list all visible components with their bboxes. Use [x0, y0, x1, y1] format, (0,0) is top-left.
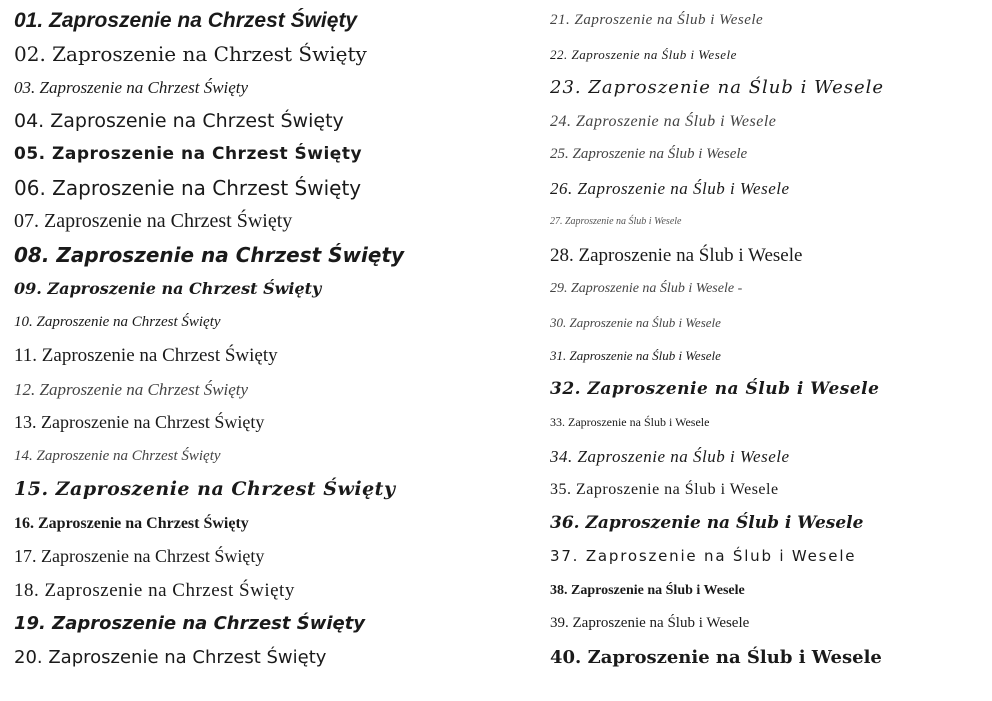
font-samples-left-column — [14, 4, 484, 674]
font-sample-17: 17. Zaproszenie na Chrzest Święty — [14, 546, 265, 566]
font-sample-38: 38. Zaproszenie na Ślub i Wesele — [550, 582, 745, 598]
font-sample-02: 02. Zaproszenie na Chrzest Święty — [14, 41, 367, 66]
font-sample-30: 30. Zaproszenie na Ślub i Wesele — [550, 314, 721, 330]
font-sample-03: 03. Zaproszenie na Chrzest Święty — [14, 78, 249, 97]
font-sample-19: 19. Zaproszenie na Chrzest Święty — [14, 613, 366, 634]
font-sample-06: 06. Zaproszenie na Chrzest Święty — [14, 175, 362, 200]
font-sample-18: 18. Zaproszenie na Chrzest Święty — [14, 579, 295, 601]
font-sample-10: 10. Zaproszenie na Chrzest Święty — [14, 313, 221, 330]
font-sample-21: 21. Zaproszenie na Ślub i Wesele — [550, 12, 764, 28]
font-sample-16: 16. Zaproszenie na Chrzest Święty — [14, 514, 249, 532]
font-sample-26: 26. Zaproszenie na Ślub i Wesele — [550, 178, 790, 198]
font-sample-36: 36. Zaproszenie na Ślub i Wesele — [550, 512, 864, 533]
font-sample-13: 13. Zaproszenie na Chrzest Święty — [14, 412, 265, 432]
font-sample-24: 24. Zaproszenie na Ślub i Wesele — [550, 112, 777, 130]
font-sample-31: 31. Zaproszenie na Ślub i Wesele — [550, 348, 721, 363]
font-sample-01: 01. Zaproszenie na Chrzest Święty — [14, 9, 358, 32]
font-sample-04: 04. Zaproszenie na Chrzest Święty — [14, 109, 344, 132]
font-sample-09: 09. Zaproszenie na Chrzest Święty — [14, 279, 322, 298]
font-sample-25: 25. Zaproszenie na Ślub i Wesele — [550, 146, 748, 162]
font-sample-20: 20. Zaproszenie na Chrzest Święty — [14, 646, 327, 668]
font-sample-34: 34. Zaproszenie na Ślub i Wesele — [550, 446, 790, 466]
font-sample-33: 33. Zaproszenie na Ślub i Wesele — [550, 415, 710, 429]
font-sample-23: 23. Zaproszenie na Ślub i Wesele — [550, 77, 885, 98]
font-sample-14: 14. Zaproszenie na Chrzest Święty — [14, 447, 221, 464]
font-sample-40: 40. Zaproszenie na Ślub i Wesele — [550, 646, 882, 668]
font-sample-12: 12. Zaproszenie na Chrzest Święty — [14, 379, 249, 399]
font-sample-07: 07. Zaproszenie na Chrzest Święty — [14, 210, 293, 232]
font-sample-08: 08. Zaproszenie na Chrzest Święty — [14, 242, 405, 267]
font-sample-11: 11. Zaproszenie na Chrzest Święty — [14, 345, 278, 366]
font-sample-15: 15. Zaproszenie na Chrzest Święty — [14, 478, 396, 500]
font-sample-22: 22. Zaproszenie na Ślub i Wesele — [550, 46, 737, 62]
font-samples-right-column — [550, 4, 980, 674]
font-sample-37: 37. Zaproszenie na Ślub i Wesele — [550, 547, 857, 565]
font-sample-35: 35. Zaproszenie na Ślub i Wesele — [550, 481, 779, 498]
font-sample-29: 29. Zaproszenie na Ślub i Wesele - — [550, 281, 743, 296]
font-sample-27: 27. Zaproszenie na Ślub i Wesele — [550, 216, 682, 227]
font-sample-39: 39. Zaproszenie na Ślub i Wesele — [550, 615, 750, 631]
font-sample-32: 32. Zaproszenie na Ślub i Wesele — [550, 378, 880, 399]
font-sample-05: 05. Zaproszenie na Chrzest Święty — [14, 144, 363, 164]
font-sample-28: 28. Zaproszenie na Ślub i Wesele — [550, 244, 803, 266]
